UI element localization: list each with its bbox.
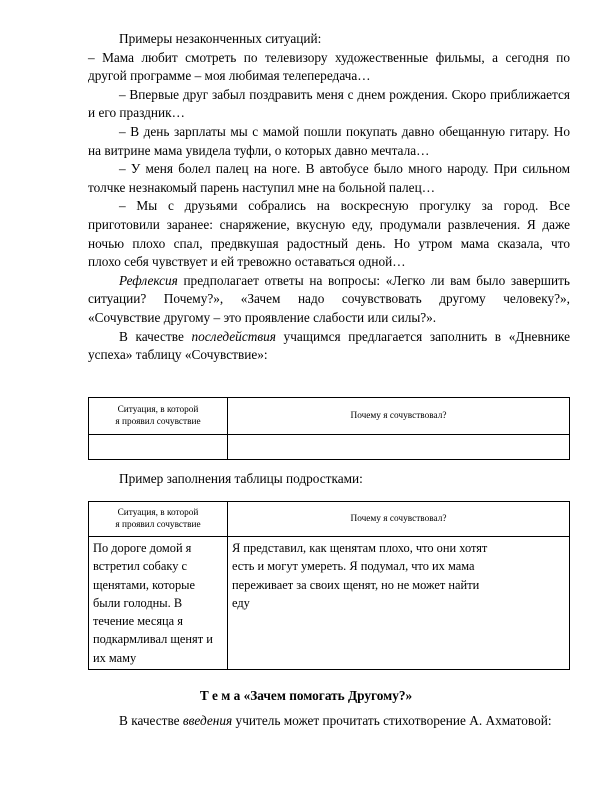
table-row	[89, 537, 570, 670]
header-situation-line-2: я проявил сочувствие	[115, 520, 201, 530]
introduction-line	[88, 712, 601, 731]
table-header-row	[89, 502, 570, 537]
example-reason-line: еду	[232, 595, 250, 610]
example-situation-line: встретил собаку с	[93, 559, 188, 574]
reflection-term: Рефлексия	[119, 272, 178, 288]
aftereffect-line-1	[88, 328, 570, 347]
example-situation-line: течение месяца я	[93, 614, 183, 629]
reflection-line-1-rest: предполагает ответы на вопросы: «Легко ли вам было завершить	[177, 272, 570, 288]
table-header-why: Почему я сочувствовал?	[228, 398, 570, 435]
situation-2-line-2: и его праздник…	[88, 105, 185, 121]
example-situation-cell	[89, 537, 228, 670]
example-situation-line: их маму	[93, 650, 137, 665]
situation-5-line-1: – Мы с друзьями собрались на воскресную прогулку за город. Все	[119, 198, 570, 214]
table-header-situation	[89, 502, 228, 537]
table-row	[89, 435, 570, 460]
situation-1-line-1: – Мама любит смотреть по телевизору художественные фильмы, а сегодня по	[88, 49, 570, 65]
example-situation-line: подкармливал щенят и	[93, 632, 213, 647]
situation-3-line-1: – В день зарплаты мы с мамой пошли покупать давно обещанную гитару. Но	[119, 123, 570, 139]
aftereffect-term: последействия	[191, 328, 276, 344]
situations-block	[88, 30, 570, 365]
situation-3-line-2: на витрине мама увидела туфли, о которых давно мечтала…	[88, 142, 430, 158]
reflection-line-1	[88, 272, 570, 291]
theme-heading: Т е м а «Зачем помогать Другому?»	[199, 688, 413, 703]
example-situation-line: По дороге домой я	[93, 541, 192, 555]
situation-5-line-3: ночью плохо спал, предвкушая радостный день. Но утром мама сказала, что	[88, 235, 570, 251]
aftereffect-prefix: В качестве	[119, 328, 192, 344]
example-reason-line: есть и могут умереть. Я подумал, что их мама	[232, 559, 475, 574]
table-header-situation	[89, 398, 228, 435]
situation-5-line-2: приготовили заранее: снаряжение, вкусную еду, продумали развлечения. Я даже	[88, 216, 570, 232]
example-reason-line: переживает за своих щенят, но не может найти	[232, 577, 480, 592]
example-intro: Пример заполнения таблицы подростками:	[119, 471, 363, 486]
reflection-line-2: ситуации? Почему?», «Зачем надо сочувствовать другому человеку?»,	[88, 291, 570, 307]
situation-4-line-2: толчке незнакомый парень наступил мне на больной палец…	[88, 179, 435, 195]
example-situation-line: щенятами, которые	[93, 577, 195, 592]
empathy-table-example	[88, 501, 570, 670]
introduction-term: введения	[182, 713, 233, 728]
example-situation-line: были голодны. В	[93, 595, 183, 610]
example-reason-line: Я представил, как щенятам плохо, что они хотят	[232, 541, 488, 555]
table-header-why: Почему я сочувствовал?	[228, 502, 570, 537]
table-cell-empty	[228, 435, 570, 460]
reflection-line-3: «Сочувствие другому – это проявление слабости или силы?».	[88, 309, 437, 325]
introduction-prefix: В качестве	[119, 713, 183, 728]
situations-intro: Примеры незаконченных ситуаций:	[119, 31, 322, 46]
table-cell-empty	[89, 435, 228, 460]
situation-1-line-2: другой программе – моя любимая телепередача…	[88, 68, 371, 84]
situation-4-line-1: – У меня болел палец на ноге. В автобусе было много народу. При сильном	[119, 161, 570, 177]
header-situation-line-1: Ситуация, в которой	[117, 405, 199, 415]
example-reason-cell	[228, 537, 570, 670]
situation-5-line-4: плохо себя чувствует и ей тревожно оставаться одной…	[88, 254, 406, 270]
table-header-row	[89, 398, 570, 435]
aftereffect-rest: учащимся предлагается заполнить в «Дневнике	[275, 328, 570, 344]
aftereffect-line-2: успеха» таблицу «Сочувствие»:	[88, 347, 268, 363]
header-situation-line-1: Ситуация, в которой	[117, 508, 199, 518]
header-situation-line-2: я проявил сочувствие	[115, 417, 201, 427]
situation-2-line-1: – Впервые друг забыл поздравить меня с днем рождения. Скоро приближается	[119, 86, 570, 102]
introduction-rest: учитель может прочитать стихотворение А. Ахматовой:	[232, 713, 552, 728]
empathy-table-empty	[88, 397, 570, 460]
